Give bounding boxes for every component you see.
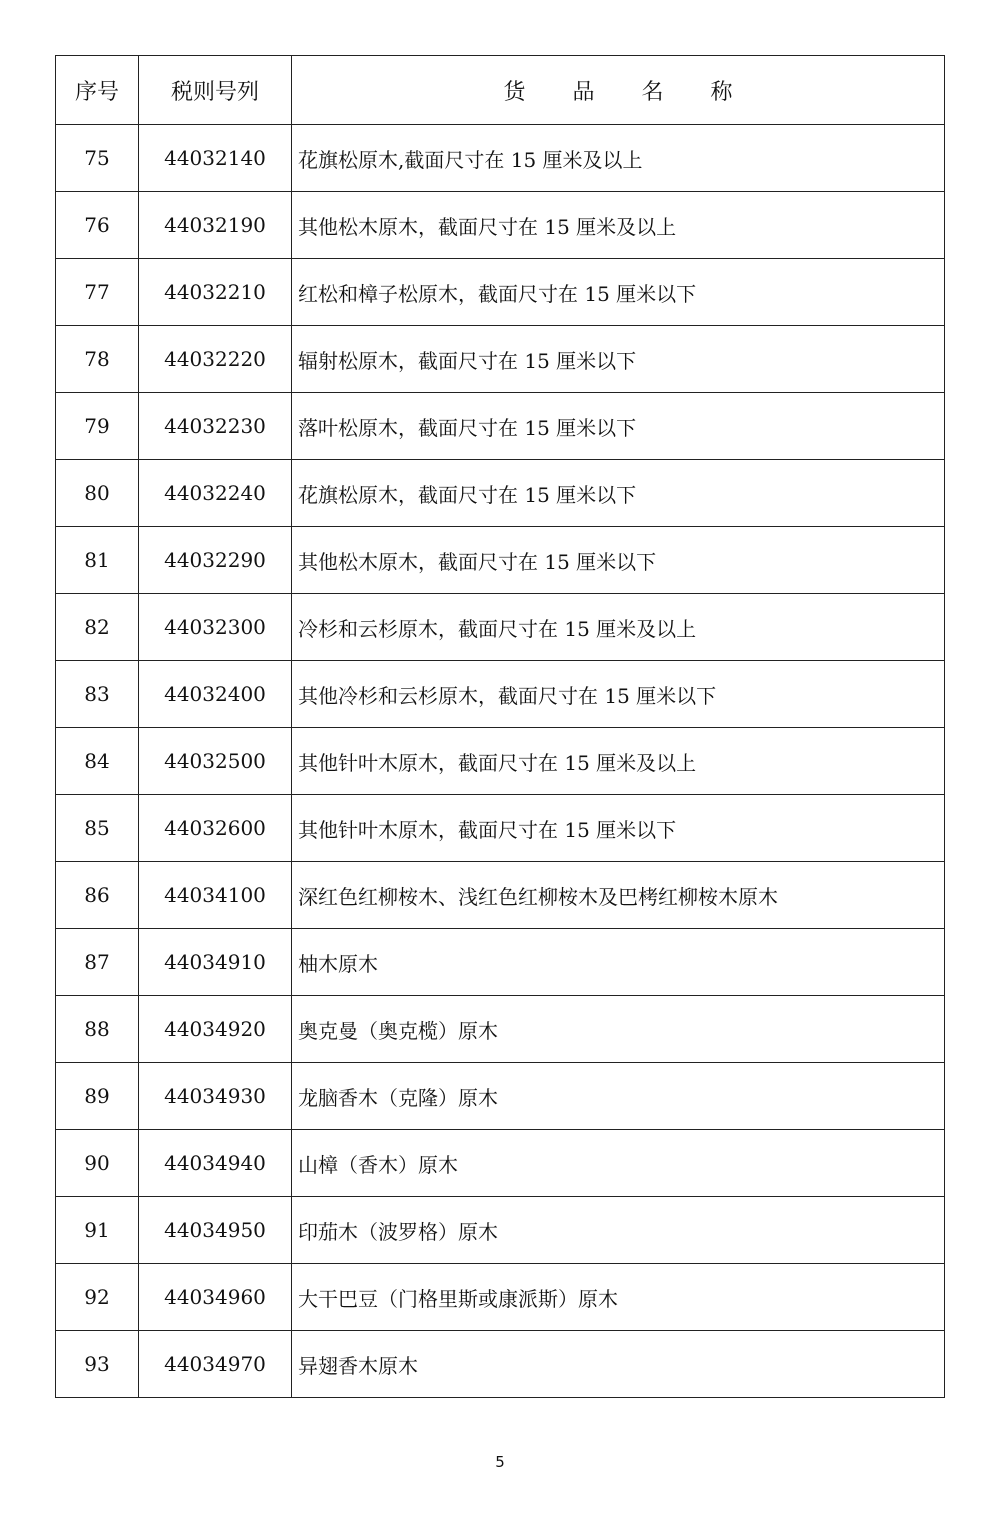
cell-name: 龙脑香木（克隆）原木 bbox=[292, 1063, 945, 1130]
cell-code: 44034950 bbox=[139, 1197, 292, 1264]
goods-table bbox=[55, 55, 945, 1398]
table-row bbox=[56, 527, 945, 594]
cell-seq: 84 bbox=[56, 728, 139, 795]
cell-code: 44032600 bbox=[139, 795, 292, 862]
cell-code: 44032500 bbox=[139, 728, 292, 795]
cell-name: 其他针叶木原木，截面尺寸在 15 厘米以下 bbox=[292, 795, 945, 862]
header-seq: 序号 bbox=[56, 56, 139, 125]
cell-name: 其他冷杉和云杉原木，截面尺寸在 15 厘米以下 bbox=[292, 661, 945, 728]
cell-seq: 93 bbox=[56, 1331, 139, 1398]
table-row bbox=[56, 326, 945, 393]
table-row bbox=[56, 460, 945, 527]
cell-seq: 79 bbox=[56, 393, 139, 460]
cell-code: 44034940 bbox=[139, 1130, 292, 1197]
cell-code: 44032190 bbox=[139, 192, 292, 259]
cell-code: 44032220 bbox=[139, 326, 292, 393]
table-row bbox=[56, 1264, 945, 1331]
cell-name: 印茄木（波罗格）原木 bbox=[292, 1197, 945, 1264]
header-name: 货 品 名 称 bbox=[292, 56, 945, 125]
cell-code: 44032140 bbox=[139, 125, 292, 192]
table-row bbox=[56, 1063, 945, 1130]
table-row bbox=[56, 1197, 945, 1264]
table-row bbox=[56, 393, 945, 460]
cell-name: 奥克曼（奥克榄）原木 bbox=[292, 996, 945, 1063]
cell-code: 44034960 bbox=[139, 1264, 292, 1331]
cell-seq: 88 bbox=[56, 996, 139, 1063]
table-row bbox=[56, 192, 945, 259]
cell-seq: 89 bbox=[56, 1063, 139, 1130]
cell-seq: 85 bbox=[56, 795, 139, 862]
table-row bbox=[56, 259, 945, 326]
table-row bbox=[56, 1331, 945, 1398]
cell-code: 44032300 bbox=[139, 594, 292, 661]
cell-seq: 75 bbox=[56, 125, 139, 192]
cell-name: 辐射松原木，截面尺寸在 15 厘米以下 bbox=[292, 326, 945, 393]
cell-code: 44034100 bbox=[139, 862, 292, 929]
cell-seq: 80 bbox=[56, 460, 139, 527]
cell-code: 44032290 bbox=[139, 527, 292, 594]
cell-code: 44034970 bbox=[139, 1331, 292, 1398]
table-row bbox=[56, 862, 945, 929]
cell-code: 44034910 bbox=[139, 929, 292, 996]
table-row bbox=[56, 929, 945, 996]
table-header-row bbox=[56, 56, 945, 125]
cell-name: 冷杉和云杉原木，截面尺寸在 15 厘米及以上 bbox=[292, 594, 945, 661]
cell-seq: 86 bbox=[56, 862, 139, 929]
cell-name: 山樟（香木）原木 bbox=[292, 1130, 945, 1197]
cell-seq: 92 bbox=[56, 1264, 139, 1331]
cell-name: 红松和樟子松原木，截面尺寸在 15 厘米以下 bbox=[292, 259, 945, 326]
cell-seq: 77 bbox=[56, 259, 139, 326]
cell-seq: 76 bbox=[56, 192, 139, 259]
cell-code: 44034920 bbox=[139, 996, 292, 1063]
table-row bbox=[56, 728, 945, 795]
cell-name: 异翅香木原木 bbox=[292, 1331, 945, 1398]
table-row bbox=[56, 594, 945, 661]
cell-code: 44032240 bbox=[139, 460, 292, 527]
cell-code: 44034930 bbox=[139, 1063, 292, 1130]
table-row bbox=[56, 125, 945, 192]
cell-name: 花旗松原木,截面尺寸在 15 厘米及以上 bbox=[292, 125, 945, 192]
cell-seq: 91 bbox=[56, 1197, 139, 1264]
table-row bbox=[56, 996, 945, 1063]
cell-name: 落叶松原木，截面尺寸在 15 厘米以下 bbox=[292, 393, 945, 460]
cell-code: 44032210 bbox=[139, 259, 292, 326]
cell-seq: 83 bbox=[56, 661, 139, 728]
cell-seq: 82 bbox=[56, 594, 139, 661]
cell-seq: 87 bbox=[56, 929, 139, 996]
cell-seq: 90 bbox=[56, 1130, 139, 1197]
page-number: 5 bbox=[495, 1453, 505, 1471]
cell-name: 其他松木原木，截面尺寸在 15 厘米及以上 bbox=[292, 192, 945, 259]
table-row bbox=[56, 795, 945, 862]
table-row bbox=[56, 661, 945, 728]
cell-name: 大干巴豆（门格里斯或康派斯）原木 bbox=[292, 1264, 945, 1331]
cell-name: 花旗松原木，截面尺寸在 15 厘米以下 bbox=[292, 460, 945, 527]
cell-seq: 78 bbox=[56, 326, 139, 393]
cell-name: 其他针叶木原木，截面尺寸在 15 厘米及以上 bbox=[292, 728, 945, 795]
table-body bbox=[56, 125, 945, 1398]
header-code: 税则号列 bbox=[139, 56, 292, 125]
cell-name: 柚木原木 bbox=[292, 929, 945, 996]
cell-code: 44032400 bbox=[139, 661, 292, 728]
cell-name: 深红色红柳桉木、浅红色红柳桉木及巴栲红柳桉木原木 bbox=[292, 862, 945, 929]
cell-seq: 81 bbox=[56, 527, 139, 594]
cell-name: 其他松木原木，截面尺寸在 15 厘米以下 bbox=[292, 527, 945, 594]
cell-code: 44032230 bbox=[139, 393, 292, 460]
table-row bbox=[56, 1130, 945, 1197]
